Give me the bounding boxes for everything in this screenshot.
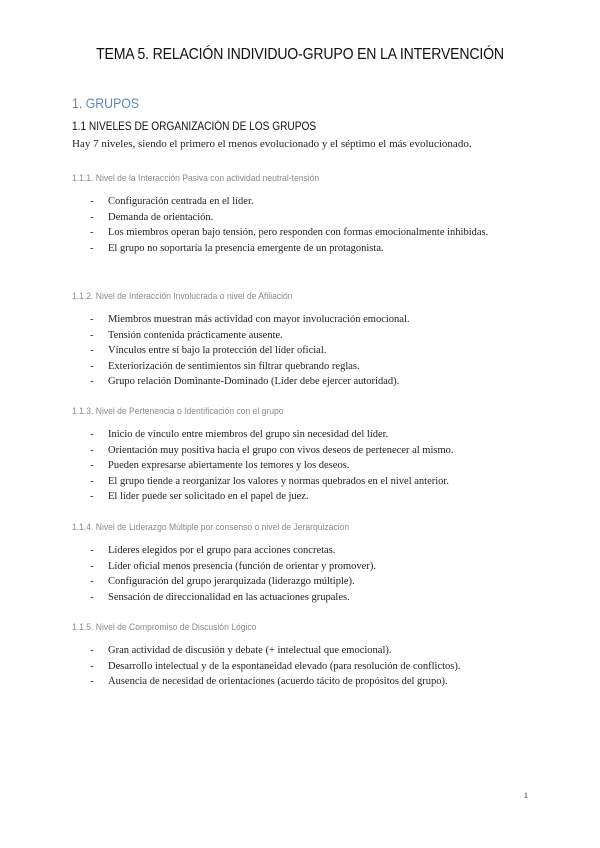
dash-bullet: - [90,645,94,656]
list-item: - Vínculos entre sí bajo la protección del líder oficial. [72,343,532,359]
list-item: - Líderes elegidos por el grupo para acciones concretas. [72,543,532,559]
dash-bullet: - [90,660,94,672]
dash-bullet: - [90,211,94,223]
list-item: - Grupo relación Dominante-Dominado (Líder debe ejercer autoridad). [72,374,532,390]
intro-paragraph: Hay 7 niveles, siendo el primero el menos evolucionado y el séptimo el más evolucionado. [72,138,472,150]
dash-bullet: - [90,227,94,238]
dash-bullet: - [90,444,94,456]
list-item: - Los miembros operan bajo tensión, pero responden con formas emocionalmente inhibidas. [72,225,532,241]
level-title: 1.1.2. Nivel de Interacción Involucrada o nivel de Afiliación [72,291,293,302]
list-item: - Miembros muestran más actividad con mayor involucración emocional. [72,312,532,328]
list-item: - Desarrollo intelectual y de la espontaneidad elevado (para resolución de conflictos). [72,659,532,675]
dash-bullet: - [90,460,94,471]
level-title: 1.1.3. Nivel de Pertenencia o Identificación con el grupo [72,406,284,417]
list-item: - Exteriorización de sentimientos sin filtrar quebrando reglas. [72,359,532,375]
level-items [72,194,532,256]
level-items [72,427,532,505]
list-item: - El líder puede ser solicitado en el papel de juez. [72,489,532,505]
level-items [72,543,532,605]
list-item: - Orientación muy positiva hacia el grupo con vivos deseos de pertenecer al mismo. [72,443,532,459]
dash-bullet: - [90,475,94,487]
dash-bullet: - [90,676,94,687]
dash-bullet: - [90,196,94,207]
list-item: - Líder oficial menos presencia (función de orientar y promover). [72,559,532,575]
dash-bullet: - [90,591,94,603]
subsection-heading: 1.1 NIVELES DE ORGANIZACIÓN DE LOS GRUPOS [72,121,317,133]
page-number: 1 [523,790,528,800]
list-item: - El grupo tiende a reorganizar los valores y normas quebrados en el nivel anterior. [72,474,532,490]
section-heading: 1. GRUPOS [72,95,140,111]
dash-bullet: - [90,242,94,254]
level-items [72,643,532,690]
level-title: 1.1.4. Nivel de Liderazgo Múltiple por consenso o nivel de Jerarquización [72,522,350,533]
dash-bullet: - [90,491,94,502]
dash-bullet: - [90,376,94,387]
list-item: - Gran actividad de discusión y debate (+ intelectual que emocional). [72,643,532,659]
level-title: 1.1.5. Nivel de Compromiso de Discusión Lógico [72,622,257,633]
dash-bullet: - [90,429,94,440]
dash-bullet: - [90,560,94,572]
level-section-5 [72,621,532,690]
dash-bullet: - [90,345,94,356]
level-section-2 [72,290,532,390]
list-item: - Ausencia de necesidad de orientaciones (acuerdo tácito de propósitos del grupo). [72,674,532,690]
dash-bullet: - [90,314,94,325]
level-title: 1.1.1. Nivel de la Interacción Pasiva con actividad neutral-tensión [72,173,320,184]
list-item: - Configuración del grupo jerarquizada (liderazgo múltiple). [72,574,532,590]
dash-bullet: - [90,576,94,587]
level-section-1 [72,172,532,256]
dash-bullet: - [90,329,94,341]
level-items [72,312,532,390]
list-item: - Inicio de vínculo entre miembros del grupo sin necesidad del líder. [72,427,532,443]
dash-bullet: - [90,360,94,372]
list-item: - Configuración centrada en el líder. [72,194,532,210]
list-item: - El grupo no soportaría la presencia emergente de un protagonista. [72,241,532,257]
list-item: - Pueden expresarse abiertamente los temores y los deseos. [72,458,532,474]
list-item: - Tensión contenida prácticamente ausente. [72,328,532,344]
dash-bullet: - [90,545,94,556]
list-item: - Sensación de direccionalidad en las actuaciones grupales. [72,590,532,606]
level-section-4 [72,521,532,605]
list-item: - Demanda de orientación. [72,210,532,226]
level-section-3 [72,405,532,505]
document-title: TEMA 5. RELACIÓN INDIVIDUO-GRUPO EN LA INTERVENCIÓN [96,46,504,63]
